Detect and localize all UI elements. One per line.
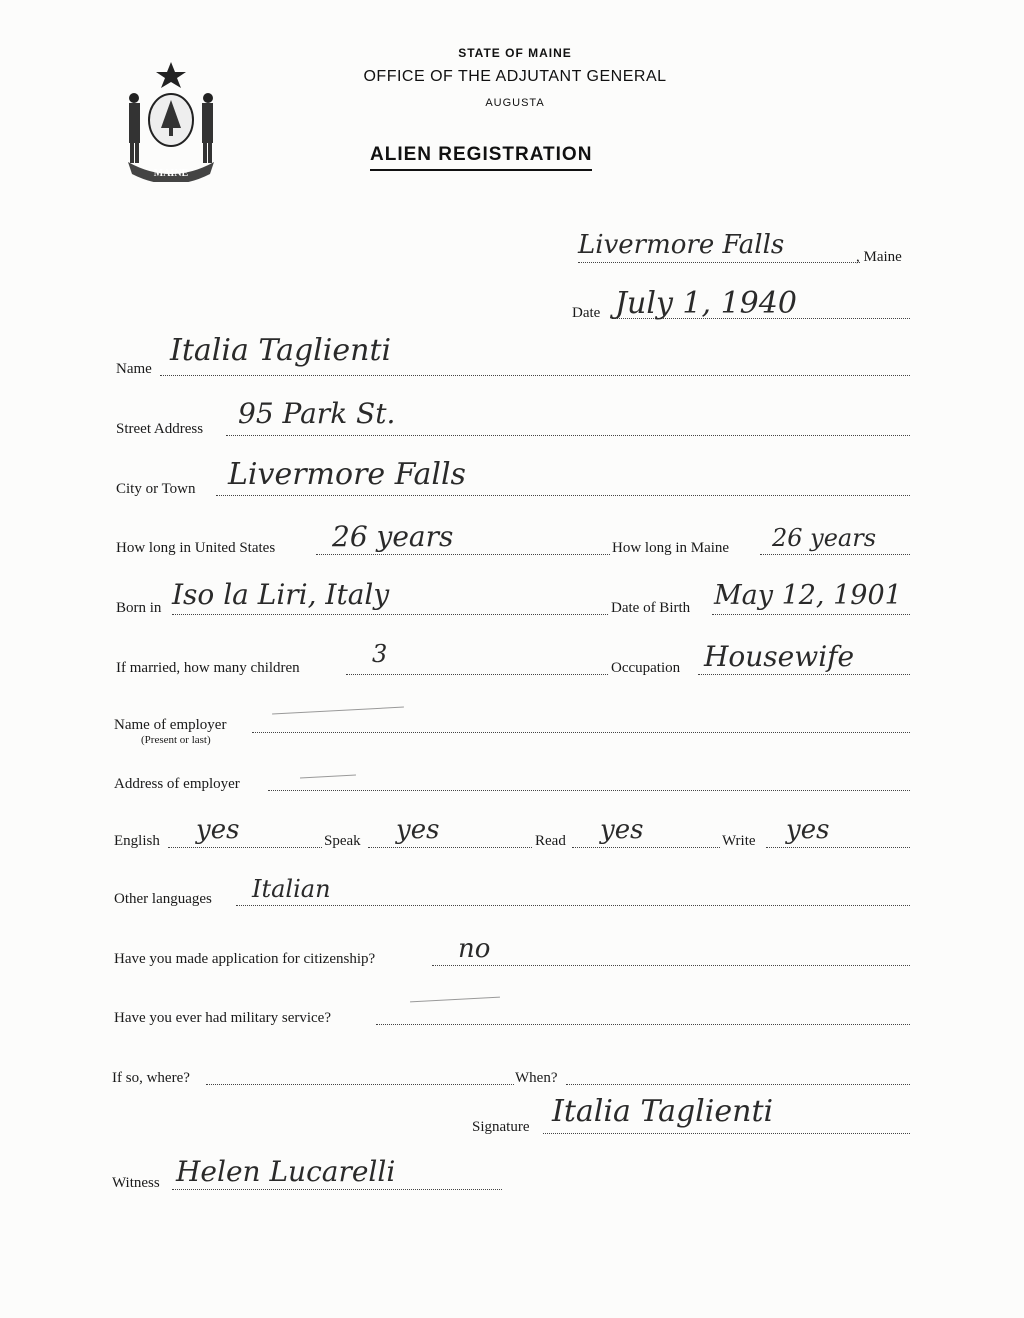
military-label: Have you ever had military service? <box>114 1010 331 1026</box>
write-line <box>766 847 910 848</box>
occupation-value: Housewife <box>704 640 855 673</box>
maine-label: , Maine <box>856 249 902 265</box>
military-dash-mark <box>410 997 500 1003</box>
speak-value: yes <box>396 815 440 845</box>
street-value: 95 Park St. <box>238 397 396 430</box>
children-label: If married, how many children <box>116 660 300 676</box>
city-value: Livermore Falls <box>228 457 466 492</box>
english-label: English <box>114 833 160 849</box>
english-value: yes <box>196 815 240 845</box>
employer-label: Name of employer <box>114 717 227 733</box>
witness-line <box>172 1189 502 1190</box>
read-line <box>572 847 720 848</box>
where-line <box>206 1084 514 1085</box>
town-line <box>578 262 860 263</box>
speak-line <box>368 847 532 848</box>
other-languages-value: Italian <box>252 875 331 903</box>
maine-seal-icon <box>118 58 224 182</box>
date-of-birth-value: May 12, 1901 <box>714 580 902 611</box>
other-languages-label: Other languages <box>114 891 212 907</box>
occupation-label: Occupation <box>611 660 681 676</box>
employer-line <box>252 732 910 733</box>
name-line <box>160 375 910 376</box>
how-long-maine-line <box>760 554 910 555</box>
street-label: Street Address <box>116 421 204 437</box>
witness-label: Witness <box>112 1175 160 1191</box>
born-in-value: Iso la Liri, Italy <box>172 578 390 611</box>
read-value: yes <box>600 815 644 845</box>
employer-address-dash-mark <box>300 775 356 779</box>
write-label: Write <box>722 833 756 849</box>
date-value: July 1, 1940 <box>615 286 797 321</box>
employer-address-label: Address of employer <box>114 776 240 792</box>
born-in-line <box>172 614 608 615</box>
when-line <box>566 1084 910 1085</box>
city-heading: AUGUSTA <box>485 97 545 109</box>
employer-address-line <box>268 790 910 791</box>
write-value: yes <box>786 815 830 845</box>
children-value: 3 <box>372 640 388 668</box>
military-line <box>376 1024 910 1025</box>
where-label: If so, where? <box>112 1070 190 1086</box>
when-label: When? <box>515 1070 558 1086</box>
how-long-us-label: How long in United States <box>116 540 276 556</box>
date-of-birth-label: Date of Birth <box>611 600 691 616</box>
svg-text:MAINE: MAINE <box>153 168 189 179</box>
street-line <box>226 435 910 436</box>
signature-label: Signature <box>472 1119 530 1135</box>
date-label: Date <box>572 305 601 321</box>
signature-value: Italia Taglienti <box>552 1094 774 1129</box>
city-label: City or Town <box>116 481 196 497</box>
children-line <box>346 674 608 675</box>
how-long-maine-value: 26 years <box>772 524 877 552</box>
employer-dash-mark <box>272 707 404 715</box>
name-label: Name <box>116 361 152 377</box>
how-long-us-line <box>316 554 610 555</box>
born-in-label: Born in <box>116 600 162 616</box>
other-languages-line <box>236 905 910 906</box>
signature-line <box>543 1133 910 1134</box>
office-heading: OFFICE OF THE ADJUTANT GENERAL <box>363 68 667 85</box>
citizenship-label: Have you made application for citizenship? <box>114 951 376 967</box>
witness-value: Helen Lucarelli <box>176 1155 396 1188</box>
town-value: Livermore Falls <box>578 230 785 260</box>
english-line <box>168 847 322 848</box>
state-heading: STATE OF MAINE <box>458 46 572 60</box>
how-long-us-value: 26 years <box>332 520 454 553</box>
speak-label: Speak <box>324 833 361 849</box>
citizenship-line <box>432 965 910 966</box>
read-label: Read <box>535 833 566 849</box>
citizenship-value: no <box>458 934 491 964</box>
employer-sublabel: (Present or last) <box>141 734 211 746</box>
form-title: ALIEN REGISTRATION <box>370 144 592 171</box>
occupation-line <box>698 674 910 675</box>
city-line <box>216 495 910 496</box>
date-of-birth-line <box>712 614 910 615</box>
how-long-maine-label: How long in Maine <box>612 540 730 556</box>
name-value: Italia Taglienti <box>170 333 392 368</box>
